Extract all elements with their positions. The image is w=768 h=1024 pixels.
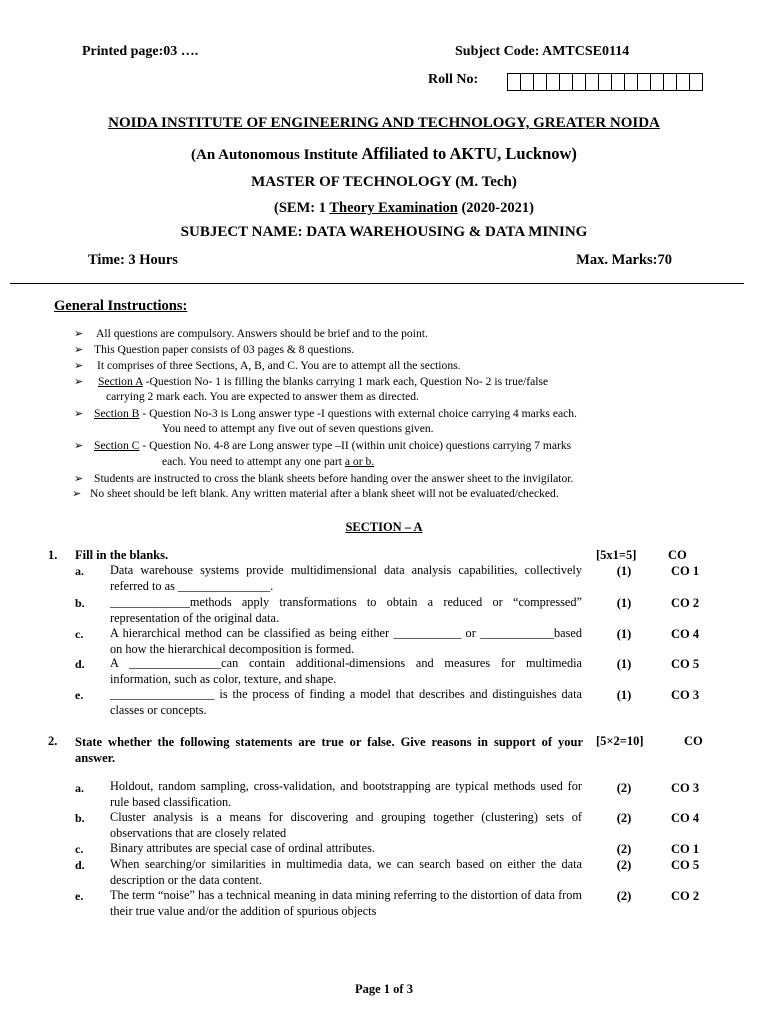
part-marks: (1) <box>616 627 632 641</box>
instruction-item <box>72 487 559 501</box>
question-title: State whether the following statements are true or false. Give reasons in support of your answer. <box>75 735 583 765</box>
instruction-item <box>74 439 571 453</box>
course-outcome: CO 2 <box>670 596 700 610</box>
roll-box <box>650 73 664 91</box>
roll-box <box>598 73 612 91</box>
arrow-bullet-icon: ➢ <box>74 440 84 452</box>
instruction-item <box>74 407 577 421</box>
part-marks: (2) <box>616 889 632 903</box>
instruction-item <box>74 375 548 389</box>
part-marks: (1) <box>616 657 632 671</box>
instruction-text: each. You need to attempt any one part <box>162 455 345 468</box>
instruction-text: -Question No- 1 is filling the blanks carrying 1 mark each, Question No- 2 is true/false <box>142 375 549 388</box>
part-marks: (2) <box>616 858 632 872</box>
course-outcome: CO 1 <box>670 564 700 578</box>
course-outcome: CO 5 <box>670 657 700 671</box>
section-a-title: SECTION – A <box>345 520 423 534</box>
course-outcome: CO 2 <box>670 889 700 903</box>
subject-name: SUBJECT NAME: DATA WAREHOUSING & DATA MINING <box>180 224 588 240</box>
choice-text: a or b. <box>344 455 375 468</box>
part-marks: (2) <box>616 781 632 795</box>
instruction-continuation: carrying 2 mark each. You are expected to answer them as directed. <box>106 390 419 403</box>
degree-title: MASTER OF TECHNOLOGY (M. Tech) <box>251 174 517 190</box>
question-text: _____________methods apply transformations to obtain a reduced or “compressed” representation of the original data. <box>110 595 582 625</box>
roll-box <box>546 73 560 91</box>
question-text: A _______________can contain additional-dimensions and measures for multimedia information, such as color, texture, and shape. <box>110 656 582 686</box>
course-outcome: CO 5 <box>670 858 700 872</box>
section-a-label: Section A <box>98 375 143 388</box>
instruction-text: - Question No-3 is Long answer type -I questions with external choice carrying 4 marks each. <box>139 407 577 420</box>
instruction-item <box>74 359 461 373</box>
arrow-bullet-icon: ➢ <box>74 328 84 340</box>
question-number: 2. <box>48 734 58 748</box>
roll-box <box>663 73 677 91</box>
instruction-item <box>74 343 354 357</box>
question-title: Fill in the blanks. <box>75 548 169 562</box>
co-header: CO <box>684 734 703 748</box>
part-marks: (2) <box>616 811 632 825</box>
part-label: c. <box>75 842 84 856</box>
part-label: e. <box>75 688 84 702</box>
printed-page: Printed page:03 …. <box>82 44 199 59</box>
max-marks: Max. Marks:70 <box>576 252 672 268</box>
question-text: Cluster analysis is a means for discovering and grouping together (clustering) sets of observations that are closely related <box>110 810 582 840</box>
institute-name: NOIDA INSTITUTE OF ENGINEERING AND TECHNOLOGY, GREATER NOIDA <box>108 115 660 131</box>
instruction-text: All questions are compulsory. Answers should be brief and to the point. <box>96 327 428 340</box>
instruction-text: It comprises of three Sections, A, B, and C. You are to attempt all the sections. <box>97 359 461 372</box>
part-label: d. <box>75 657 85 671</box>
course-outcome: CO 4 <box>670 627 700 641</box>
arrow-bullet-icon: ➢ <box>74 344 84 356</box>
question-text: A hierarchical method can be classified as being either ___________ or ____________based on how the hierarchical decomposition is formed. <box>110 626 582 656</box>
part-label: b. <box>75 811 85 825</box>
semester-line <box>0 200 768 217</box>
roll-box <box>611 73 625 91</box>
course-outcome: CO 3 <box>670 688 700 702</box>
roll-box <box>559 73 573 91</box>
question-text: Binary attributes are special case of ordinal attributes. <box>110 841 375 855</box>
exam-year: (2020-2021) <box>457 200 534 216</box>
instruction-text: - Question No. 4-8 are Long answer type –II (within unit choice) questions carrying 7 marks <box>139 439 572 452</box>
co-header: CO <box>668 548 687 562</box>
roll-box <box>689 73 703 91</box>
part-label: b. <box>75 596 85 610</box>
part-marks: (1) <box>616 596 632 610</box>
subject-code: Subject Code: AMTCSE0114 <box>455 44 630 59</box>
course-outcome: CO 3 <box>670 781 700 795</box>
arrow-bullet-icon: ➢ <box>74 360 84 372</box>
exam-time: Time: 3 Hours <box>88 252 178 268</box>
roll-box <box>507 73 521 91</box>
arrow-bullet-icon: ➢ <box>74 408 84 420</box>
arrow-bullet-icon: ➢ <box>74 473 84 485</box>
question-marks: [5×2=10] <box>596 734 644 748</box>
question-text: Holdout, random sampling, cross-validation, and bootstrapping are typical methods used for rule based classification. <box>110 779 582 809</box>
affiliation-text: Affiliated to AKTU, Lucknow) <box>361 144 577 163</box>
question-marks: [5x1=5] <box>596 548 637 562</box>
instruction-continuation: You need to attempt any five out of seven questions given. <box>162 422 434 435</box>
instruction-text: Students are instructed to cross the blank sheets before handing over the answer sheet to the invigilator. <box>94 472 574 485</box>
roll-box <box>637 73 651 91</box>
roll-box <box>533 73 547 91</box>
part-label: d. <box>75 858 85 872</box>
part-label: c. <box>75 627 84 641</box>
part-label: e. <box>75 889 84 903</box>
roll-box <box>520 73 534 91</box>
course-outcome: CO 4 <box>670 811 700 825</box>
general-instructions-heading: General Instructions: <box>54 298 188 314</box>
instruction-text: No sheet should be left blank. Any written material after a blank sheet will not be evaluated/checked. <box>90 487 559 500</box>
page-number: Page 1 of 3 <box>355 982 413 996</box>
course-outcome: CO 1 <box>670 842 700 856</box>
exam-type: Theory Examination <box>329 200 458 216</box>
question-text: When searching/or similarities in multimedia data, we can search based on either the data description or the data content. <box>110 857 582 887</box>
question-text: _________________ is the process of finding a model that describes and distinguishes data classes or concepts. <box>110 687 582 717</box>
question-text: Data warehouse systems provide multidimensional data analysis capabilities, collectively referred to as _______________. <box>110 563 582 593</box>
part-label: a. <box>75 564 84 578</box>
instruction-continuation <box>162 455 374 468</box>
arrow-bullet-icon: ➢ <box>72 488 82 500</box>
section-b-label: Section B <box>94 407 140 420</box>
instruction-item <box>74 327 428 341</box>
arrow-bullet-icon: ➢ <box>74 376 84 388</box>
question-number: 1. <box>48 548 58 562</box>
part-label: a. <box>75 781 84 795</box>
roll-box <box>585 73 599 91</box>
instruction-item <box>74 472 573 486</box>
part-marks: (2) <box>616 842 632 856</box>
roll-box <box>572 73 586 91</box>
question-text: The term “noise” has a technical meaning in data mining referring to the distortion of data from their true value and/or the addition of spurious objects <box>110 888 582 918</box>
sem-text: (SEM: 1 <box>274 200 330 216</box>
roll-box <box>624 73 638 91</box>
roll-no-boxes <box>508 73 703 91</box>
roll-no-label: Roll No: <box>428 72 479 87</box>
section-c-label: Section C <box>94 439 140 452</box>
header-divider <box>10 283 744 284</box>
roll-box <box>676 73 690 91</box>
autonomous-line <box>0 144 768 164</box>
part-marks: (1) <box>616 564 632 578</box>
part-marks: (1) <box>616 688 632 702</box>
autonomous-text: (An Autonomous Institute <box>191 147 362 163</box>
instruction-text: This Question paper consists of 03 pages & 8 questions. <box>94 343 355 356</box>
